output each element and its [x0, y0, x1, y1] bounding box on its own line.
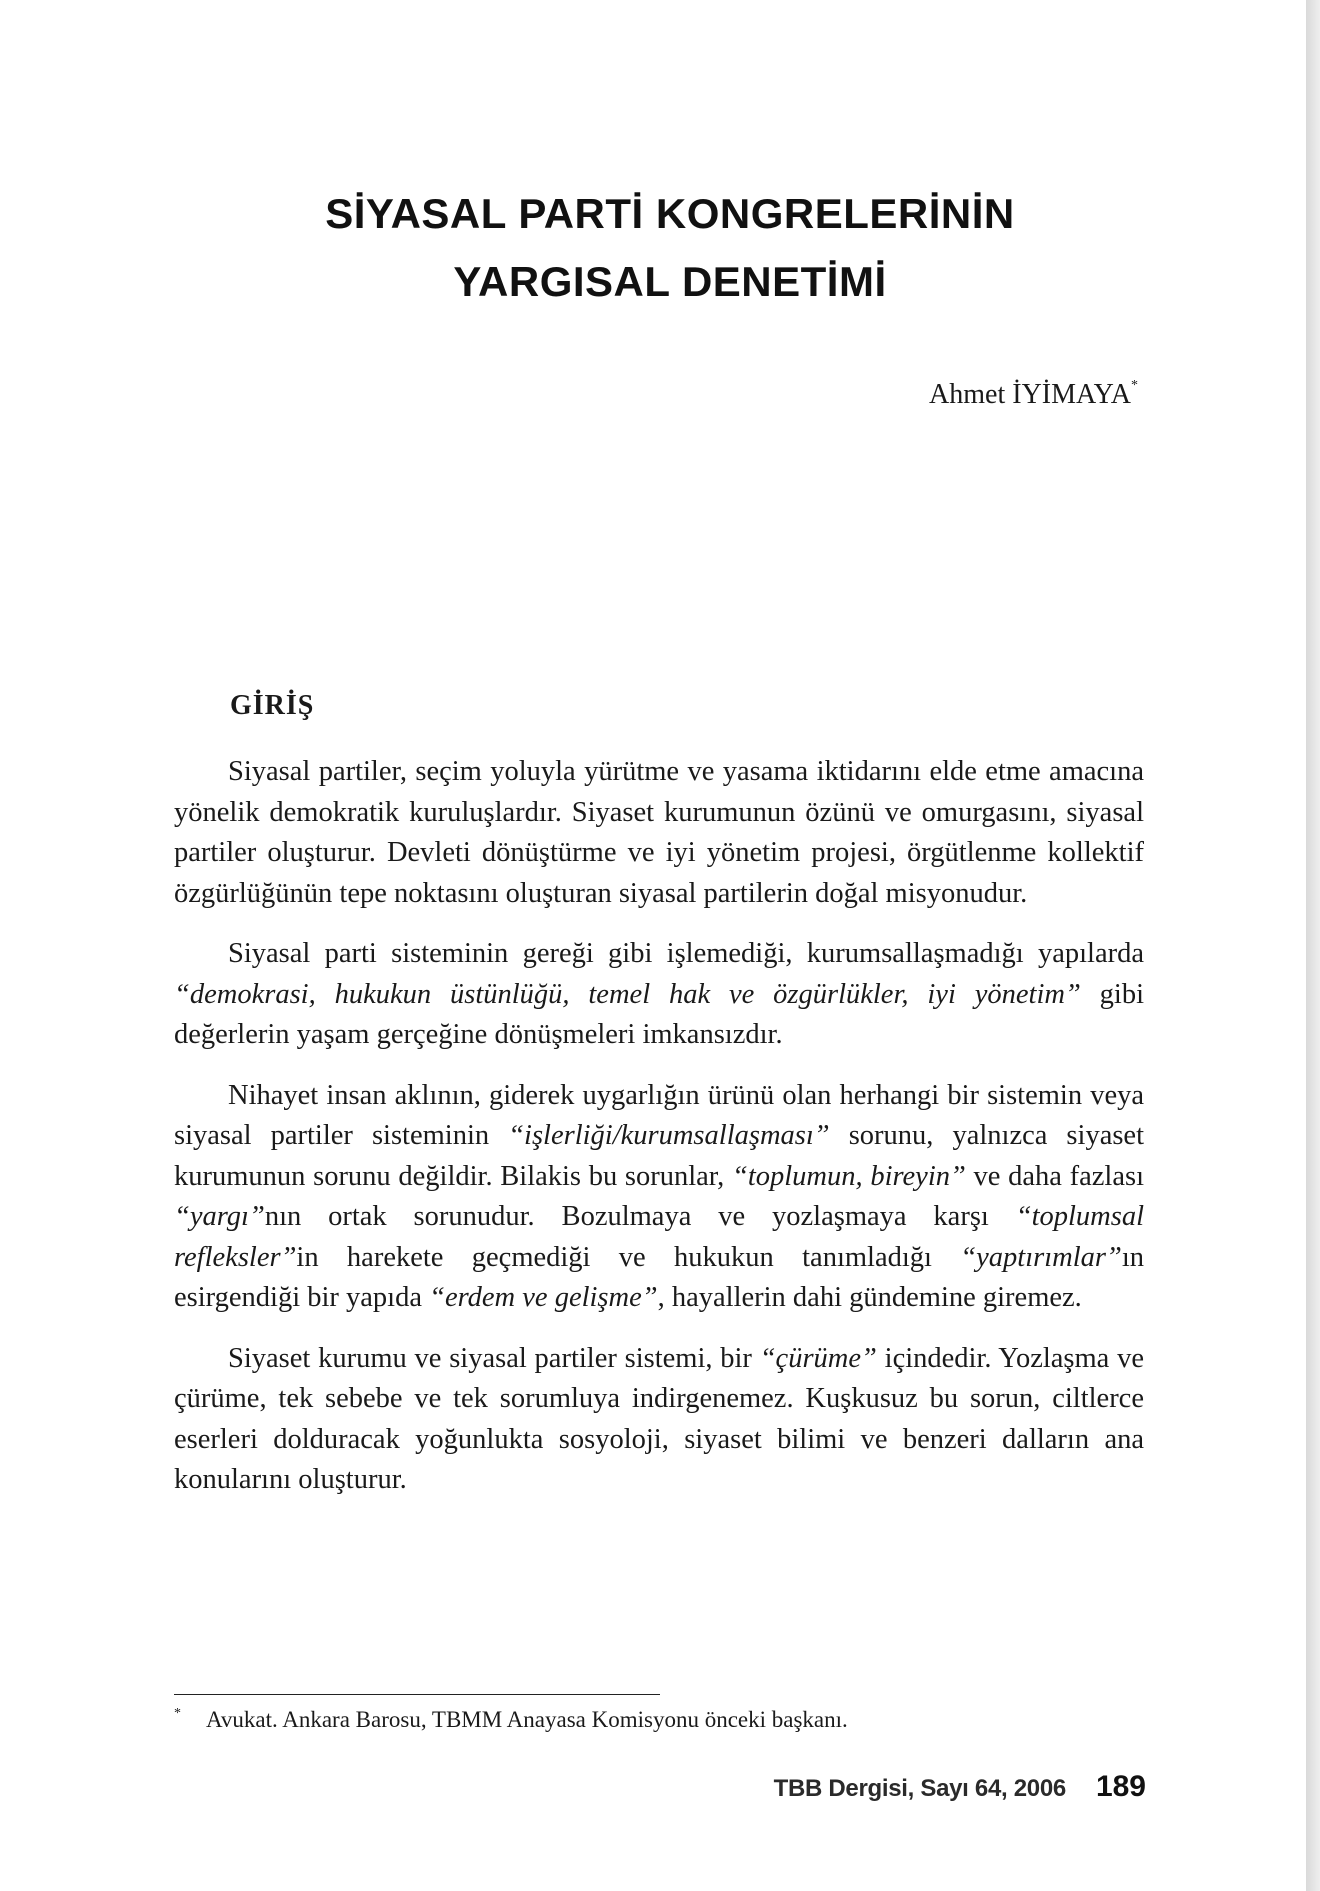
paragraph-3-text: , hayallerin dahi gündemine giremez.: [657, 1282, 1082, 1313]
paragraph-3-text: in harekete geçmediği ve hukukun tanımladığı: [296, 1241, 961, 1273]
author-name: Ahmet İYİMAYA: [929, 379, 1131, 410]
paragraph-2-text: Siyasal parti sisteminin gereği gibi işlemediği, kurumsallaşmadığı yapılarda: [228, 938, 1144, 969]
footnote-text: Avukat. Ankara Barosu, TBMM Anayasa Komisyonu önceki başkanı.: [206, 1707, 848, 1732]
author-footnote-mark: *: [1131, 378, 1138, 393]
paragraph-3-italic: “toplumsal refleksler”: [174, 1201, 1144, 1273]
paragraph-3-text: nın ortak sorunudur. Bozulmaya ve yozlaşmaya karşı: [264, 1201, 1016, 1232]
article-title-line-1: SİYASAL PARTİ KONGRELERİNİN: [325, 190, 1015, 237]
paragraph-3-text: Nihayet insan aklının, giderek uygarlığın ürünü olan herhangi bir sistemin veya siyasal partiler sisteminin: [174, 1079, 1144, 1151]
paragraph-3-italic: “yargı”: [174, 1201, 265, 1232]
footnote-divider: [174, 1694, 660, 1695]
body-text: [174, 752, 1144, 1521]
article-title: [170, 180, 1170, 316]
paragraph-4-text: içindedir. Yozlaşma ve çürüme, tek sebebe ve tek sorumluya indirgenemez. Kuşkusuz bu sorun, ciltlerce eserleri dolduracak yoğunlukta sosyoloji, siyaset bilimi ve benzeri dalların ana konularını oluşturur.: [174, 1342, 1145, 1495]
paragraph-4-text: Siyaset kurumu ve siyasal partiler sistemi, bir: [228, 1342, 760, 1374]
footnote-mark: *: [174, 1706, 181, 1721]
author-line: [929, 378, 1138, 411]
paragraph-3: [174, 1076, 1144, 1319]
paragraph-3-italic: “toplumun, bireyin”: [731, 1160, 966, 1192]
paragraph-3-text: ın esirgendiği bir yapıda: [174, 1241, 1144, 1313]
page-footer: [774, 1770, 1146, 1804]
paragraph-3-text: sorunu, yalnızca siyaset kurumunun sorunu değildir. Bilakis bu sorunlar,: [174, 1120, 1144, 1192]
journal-citation: TBB Dergisi, Sayı 64, 2006: [773, 1775, 1066, 1802]
paragraph-2-text: gibi değerlerin yaşam gerçeğine dönüşmeleri imkansızdır.: [174, 978, 1144, 1050]
paragraph-4-italic: “çürüme”: [759, 1342, 877, 1374]
page-edge: [1306, 0, 1320, 1891]
paragraph-3-italic: “işlerliği/kurumsallaşması”: [508, 1120, 830, 1151]
paragraph-3-italic: “yaptırımlar”: [960, 1241, 1122, 1273]
paragraph-3-text: ve daha fazlası: [965, 1160, 1144, 1192]
footnote: [174, 1706, 848, 1733]
paragraph-2: [174, 934, 1144, 1056]
paragraph-2-italic: “demokrasi, hukukun üstünlüğü, temel hak ve özgürlükler, iyi yönetim”: [174, 978, 1081, 1010]
section-heading: GİRİŞ: [230, 690, 315, 721]
article-title-line-2: YARGISAL DENETİMİ: [453, 258, 887, 305]
paragraph-3-italic: “erdem ve gelişme”: [429, 1282, 658, 1313]
page-number: 189: [1095, 1770, 1146, 1803]
paragraph-4: [174, 1339, 1144, 1501]
paragraph-1: Siyasal partiler, seçim yoluyla yürütme ve yasama iktidarını elde etme amacına yönelik demokratik kuruluşlardır. Siyaset kurumunun özünü ve omurgasını, siyasal partiler oluşturur. Devleti dönüştürme ve iyi yönetim projesi, örgütlenme kollektif özgürlüğünün tepe noktasını oluşturan siyasal partilerin doğal misyonudur.: [174, 756, 1144, 909]
